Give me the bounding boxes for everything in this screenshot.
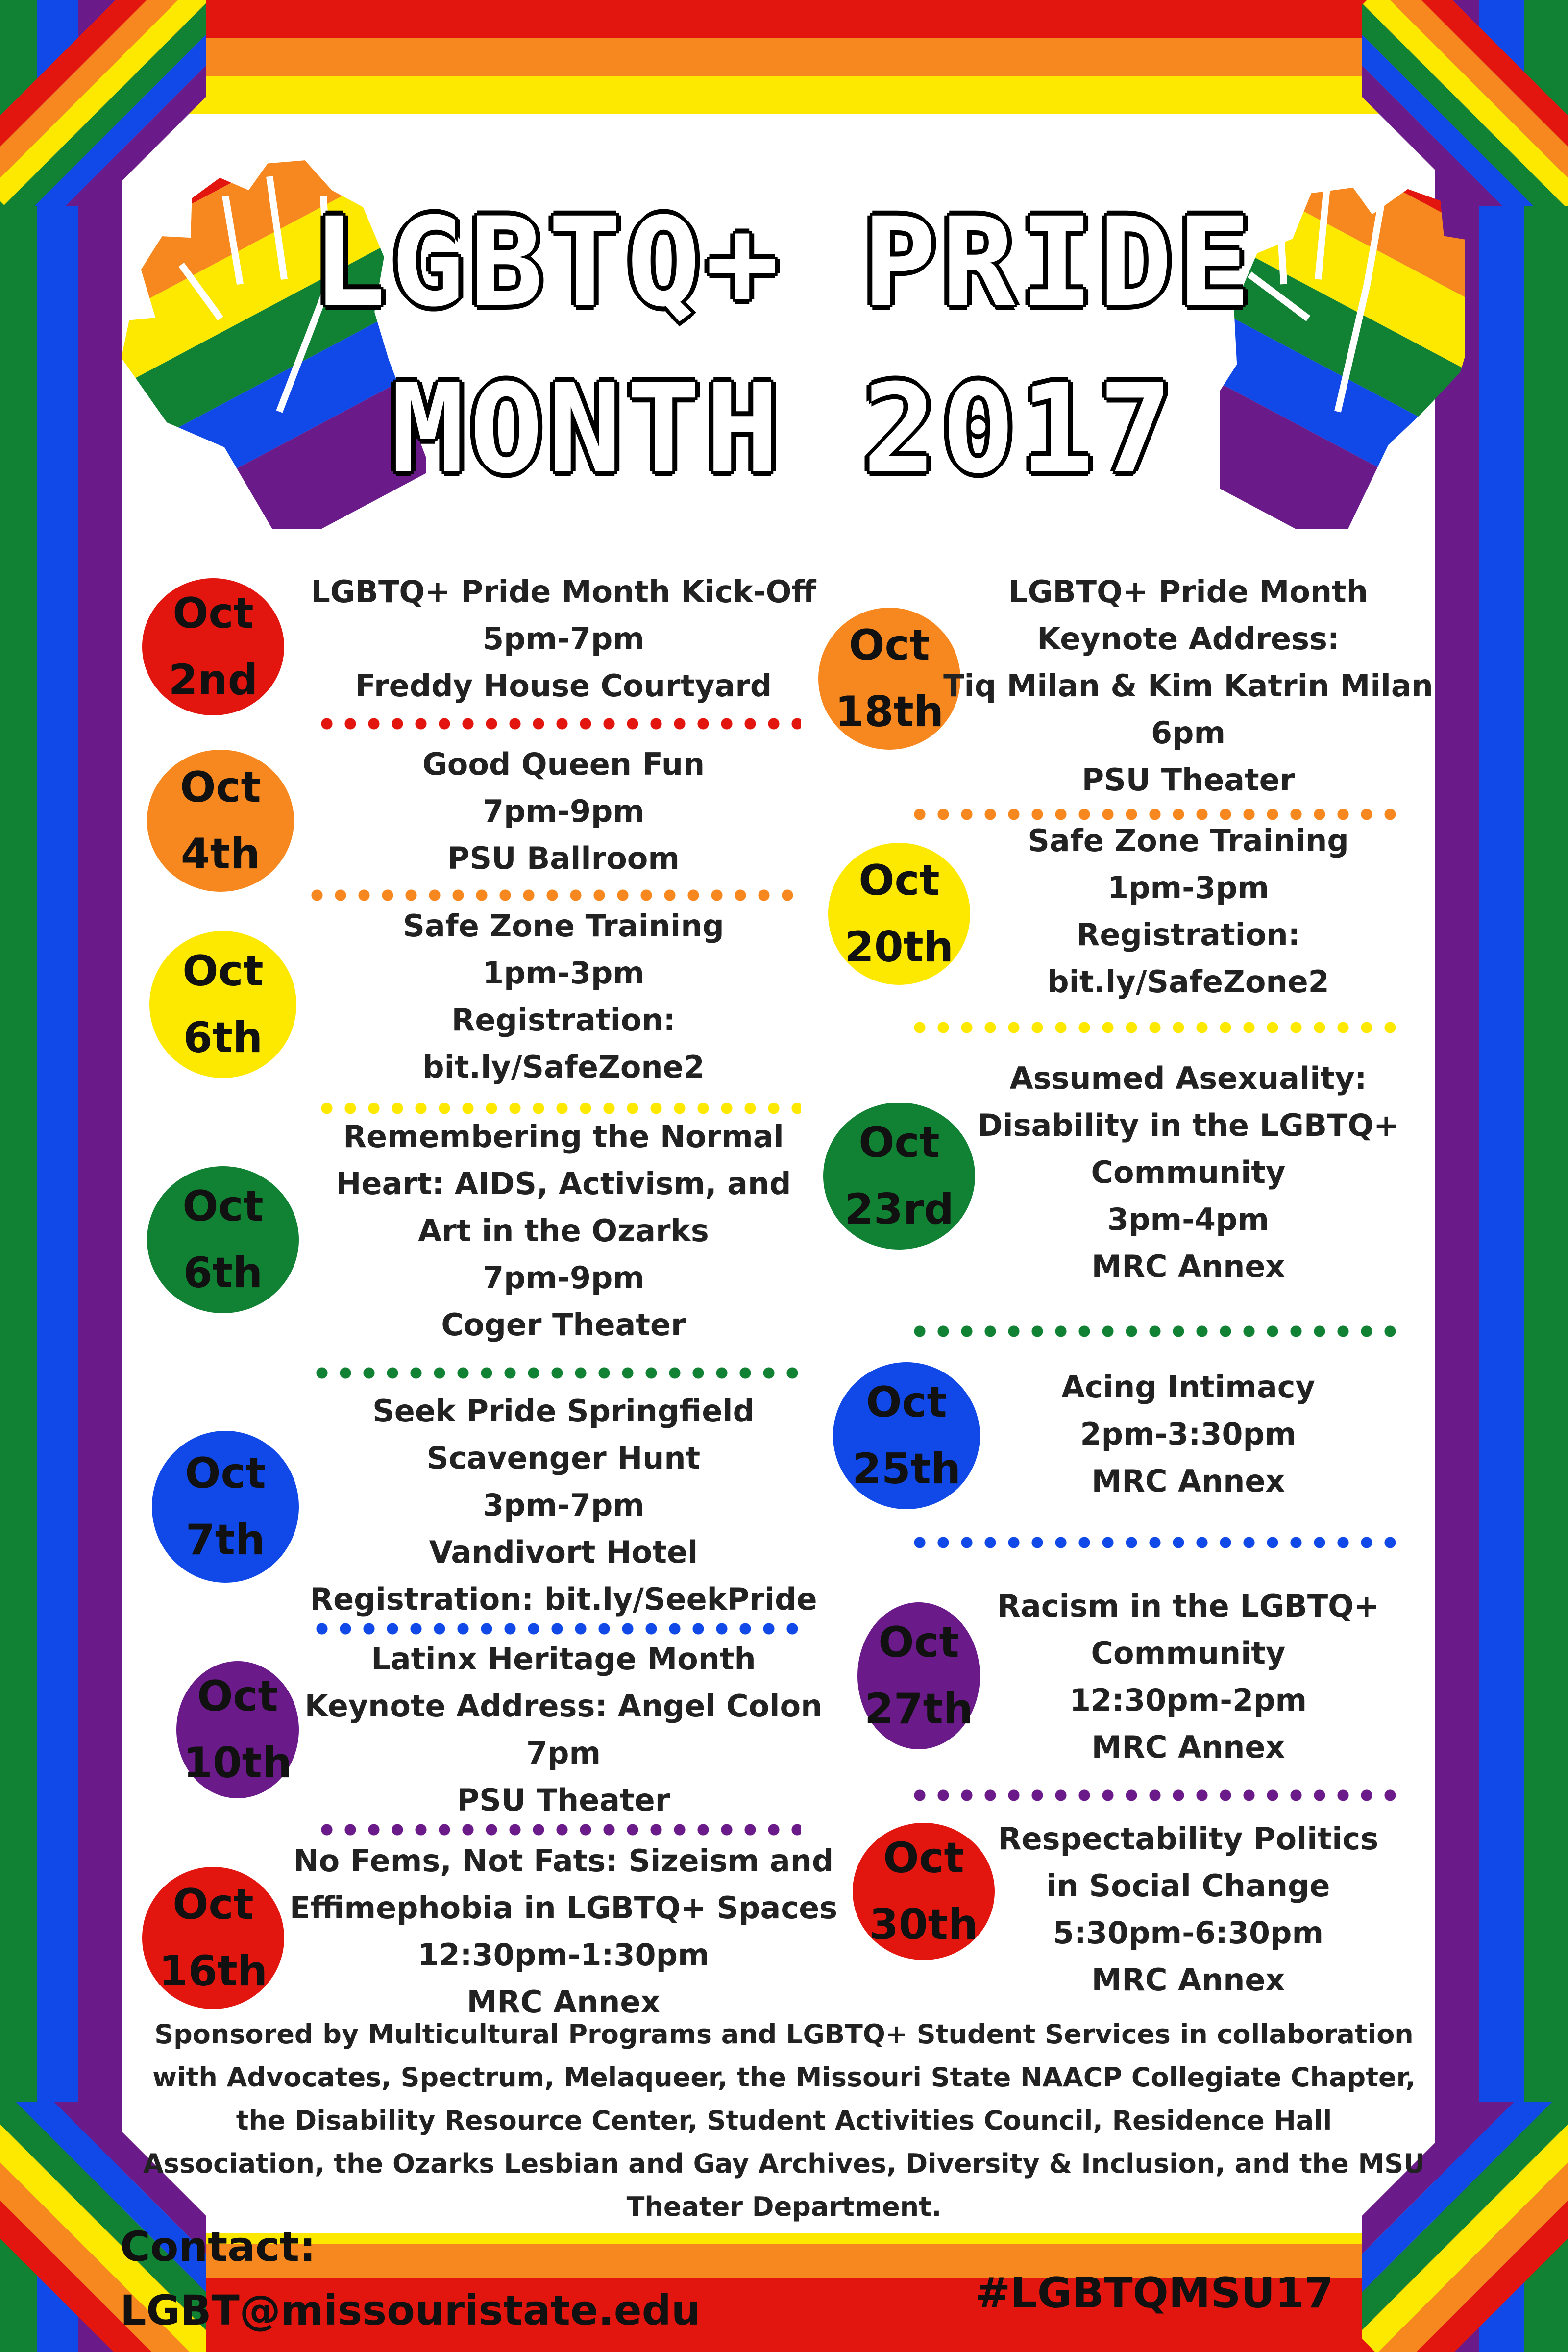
event-title: Good Queen Fun xyxy=(422,746,705,782)
contact-label: Contact: xyxy=(120,2223,316,2271)
dotted-separator xyxy=(321,1102,801,1114)
date-month: Oct xyxy=(849,621,930,670)
event-details xyxy=(931,1583,1446,1771)
event-title: Racism in the LGBTQ+ xyxy=(997,1588,1379,1624)
event-title: Art in the Ozarks xyxy=(418,1213,709,1249)
event-details xyxy=(931,1815,1446,2004)
date-blob xyxy=(152,1431,299,1583)
date-blob xyxy=(149,931,296,1078)
event-title: Seek Pride Springfield xyxy=(372,1393,755,1429)
event-details xyxy=(279,1838,848,2026)
event-location: Freddy House Courtyard xyxy=(355,668,772,704)
event-details xyxy=(279,903,848,1091)
event-time: 5pm-7pm xyxy=(483,621,644,657)
sponsor-line: with Advocates, Spectrum, Melaqueer, the Missouri State NAACP Collegiate Chapter, xyxy=(152,2062,1416,2093)
date-blob xyxy=(142,578,284,715)
event-registration-label: Registration: xyxy=(1076,917,1300,953)
dotted-separator xyxy=(316,1623,801,1635)
sponsor-line: Association, the Ozarks Lesbian and Gay Archives, Diversity & Inclusion, and the MSU xyxy=(143,2148,1425,2179)
event-title: Safe Zone Training xyxy=(403,908,724,944)
date-day: 7th xyxy=(185,1516,266,1565)
dotted-separator xyxy=(914,1022,1404,1033)
sponsor-line: the Disability Resource Center, Student Activities Council, Residence Hall xyxy=(236,2105,1332,2136)
sponsor-text xyxy=(122,2013,1446,2229)
event-title: Latinx Heritage Month xyxy=(371,1641,756,1677)
date-blob xyxy=(142,1867,284,2009)
event-details xyxy=(279,1388,848,1623)
date-day: 6th xyxy=(183,1013,263,1062)
date-month: Oct xyxy=(858,1118,940,1167)
date-day: 4th xyxy=(180,830,261,879)
date-month: Oct xyxy=(185,1449,266,1498)
event-location: PSU Theater xyxy=(457,1782,670,1818)
date-month: Oct xyxy=(866,1378,947,1427)
event-details xyxy=(279,1636,848,1824)
sponsor-line: Theater Department. xyxy=(626,2191,942,2222)
date-month: Oct xyxy=(883,1834,964,1883)
event-title: No Fems, Not Fats: Sizeism and xyxy=(293,1843,834,1879)
event-location: PSU Theater xyxy=(1081,762,1295,798)
event-time: 12:30pm-1:30pm xyxy=(417,1937,710,1973)
event-location: MRC Annex xyxy=(1091,1249,1285,1284)
event-time: 3pm-7pm xyxy=(483,1487,644,1523)
event-title: Effimephobia in LGBTQ+ Spaces xyxy=(289,1890,838,1926)
event-details xyxy=(279,741,848,882)
event-title: Remembering the Normal xyxy=(343,1119,784,1154)
date-day: 20th xyxy=(844,923,954,972)
page-title-line-2: MONTH 2017 xyxy=(391,358,1177,500)
event-time: 3pm-4pm xyxy=(1107,1201,1269,1237)
dotted-separator xyxy=(914,1537,1404,1548)
date-day: 16th xyxy=(158,1947,268,1996)
date-month: Oct xyxy=(172,589,254,638)
dotted-separator xyxy=(914,1789,1404,1801)
event-location: PSU Ballroom xyxy=(447,840,680,876)
event-registration-link[interactable]: Registration: bit.ly/SeekPride xyxy=(310,1581,817,1617)
event-title: Acing Intimacy xyxy=(1061,1369,1315,1405)
event-location: MRC Annex xyxy=(1091,1463,1285,1499)
event-registration-link[interactable]: bit.ly/SafeZone2 xyxy=(422,1049,705,1085)
event-time: 12:30pm-2pm xyxy=(1069,1682,1307,1718)
event-location: MRC Annex xyxy=(466,1984,661,2020)
event-time: 6pm xyxy=(1151,715,1226,751)
event-title: Community xyxy=(1091,1635,1286,1671)
event-details xyxy=(279,568,848,710)
event-title: Safe Zone Training xyxy=(1028,823,1349,858)
dotted-separator xyxy=(321,1824,801,1836)
event-title: Disability in the LGBTQ+ xyxy=(977,1107,1399,1143)
event-title: LGBTQ+ Pride Month xyxy=(1008,574,1368,610)
event-details xyxy=(279,1113,848,1348)
event-time: 1pm-3pm xyxy=(483,955,644,991)
contact-email[interactable]: LGBT@missouristate.edu xyxy=(120,2286,701,2334)
date-day: 2nd xyxy=(168,656,258,705)
date-day: 6th xyxy=(183,1249,263,1298)
date-day: 18th xyxy=(834,687,944,736)
event-registration-link[interactable]: bit.ly/SafeZone2 xyxy=(1047,964,1329,1000)
event-time: 2pm-3:30pm xyxy=(1080,1416,1297,1452)
dotted-separator xyxy=(316,1367,801,1379)
dotted-separator xyxy=(914,808,1404,820)
date-month: Oct xyxy=(878,1618,959,1667)
event-details xyxy=(931,817,1446,1005)
event-registration-label: Registration: xyxy=(451,1002,676,1038)
date-month: Oct xyxy=(182,947,264,996)
date-day: 25th xyxy=(852,1445,961,1494)
sponsor-line: Sponsored by Multicultural Programs and LGBTQ+ Student Services in collaboration xyxy=(154,2019,1414,2050)
event-time: 7pm xyxy=(526,1735,601,1771)
date-month: Oct xyxy=(180,763,261,812)
event-time: 1pm-3pm xyxy=(1107,870,1269,906)
page-title-line-1: LGBTQ+ PRIDE xyxy=(312,191,1256,334)
date-month: Oct xyxy=(172,1880,254,1929)
event-location: MRC Annex xyxy=(1091,1962,1285,1998)
event-location: Vandivort Hotel xyxy=(429,1534,698,1570)
event-title: Community xyxy=(1091,1154,1286,1190)
event-title: Respectability Politics xyxy=(998,1821,1379,1857)
event-details xyxy=(931,568,1446,804)
event-title: Keynote Address: Angel Colon xyxy=(304,1688,823,1724)
date-month: Oct xyxy=(197,1672,278,1721)
event-time: 7pm-9pm xyxy=(483,793,644,829)
event-title: Keynote Address: xyxy=(1037,621,1340,657)
event-time: 5:30pm-6:30pm xyxy=(1053,1915,1324,1951)
event-location: Coger Theater xyxy=(441,1307,686,1343)
event-time: 7pm-9pm xyxy=(483,1260,644,1296)
event-title: Heart: AIDS, Activism, and xyxy=(336,1166,791,1201)
event-details xyxy=(931,1055,1446,1290)
event-title: LGBTQ+ Pride Month Kick-Off xyxy=(311,574,816,610)
event-title: Assumed Asexuality: xyxy=(1009,1060,1367,1096)
date-month: Oct xyxy=(182,1182,264,1231)
date-day: 10th xyxy=(183,1739,292,1788)
date-day: 30th xyxy=(869,1900,978,1949)
date-month: Oct xyxy=(858,856,940,905)
dotted-separator xyxy=(321,718,801,730)
event-details xyxy=(931,1364,1446,1505)
event-title: Scavenger Hunt xyxy=(426,1440,701,1476)
date-blob xyxy=(147,1166,299,1313)
date-day: 23rd xyxy=(844,1185,954,1234)
hashtag: #LGBTQMSU17 xyxy=(975,2269,1334,2318)
event-title: in Social Change xyxy=(1046,1868,1330,1904)
dotted-separator xyxy=(311,889,801,901)
dotted-separator xyxy=(914,1325,1404,1337)
event-location: MRC Annex xyxy=(1091,1729,1285,1765)
date-day: 27th xyxy=(864,1685,973,1734)
event-speakers: Tiq Milan & Kim Katrin Milan xyxy=(943,668,1433,704)
date-blob xyxy=(147,750,294,892)
